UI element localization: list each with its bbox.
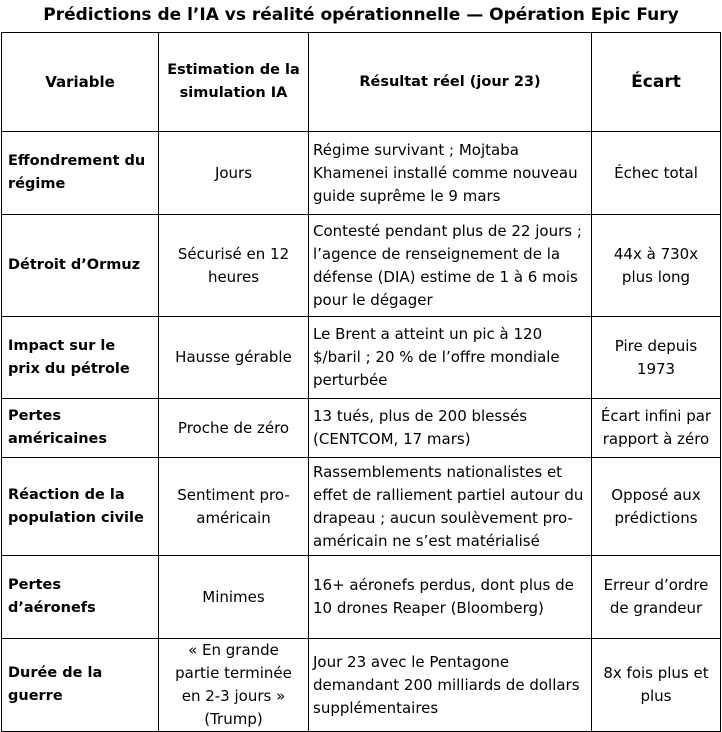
table-row — [2, 215, 721, 317]
row-actual-result: Rassemblements nationalistes et effet de ralliement partiel autour du drapeau ; aucun soulèvement pro-américain ne s’est matérialisé — [309, 458, 592, 556]
row-gap: Écart infini par rapport à zéro — [592, 399, 721, 458]
row-ai-estimate: « En grande partie terminée en 2-3 jours » (Trump) — [159, 639, 309, 732]
row-actual-result: 16+ aéronefs perdus, dont plus de 10 drones Reaper (Bloomberg) — [309, 556, 592, 639]
header-variable: Variable — [2, 33, 159, 132]
row-actual-result: Jour 23 avec le Pentagone demandant 200 milliards de dollars supplémentaires — [309, 639, 592, 732]
row-gap: Pire depuis 1973 — [592, 317, 721, 399]
table-row — [2, 317, 721, 399]
row-ai-estimate: Sentiment pro-américain — [159, 458, 309, 556]
table-row — [2, 639, 721, 732]
row-ai-estimate: Jours — [159, 132, 309, 215]
row-actual-result: Le Brent a atteint un pic à 120 $/baril ; 20 % de l’offre mondiale perturbée — [309, 317, 592, 399]
row-actual-result: Contesté pendant plus de 22 jours ; l’agence de renseignement de la défense (DIA) estime de 1 à 6 mois pour le dégager — [309, 215, 592, 317]
row-actual-result: 13 tués, plus de 200 blessés (CENTCOM, 17 mars) — [309, 399, 592, 458]
row-variable: Pertes d’aéronefs — [2, 556, 159, 639]
row-variable: Durée de la guerre — [2, 639, 159, 732]
row-ai-estimate: Sécurisé en 12 heures — [159, 215, 309, 317]
table-row — [2, 556, 721, 639]
table-row — [2, 399, 721, 458]
table-header-row — [2, 33, 721, 132]
table-row — [2, 132, 721, 215]
row-gap: 8x fois plus et plus — [592, 639, 721, 732]
row-ai-estimate: Hausse gérable — [159, 317, 309, 399]
row-variable: Pertes américaines — [2, 399, 159, 458]
row-ai-estimate: Minimes — [159, 556, 309, 639]
row-ai-estimate: Proche de zéro — [159, 399, 309, 458]
table-row — [2, 458, 721, 556]
row-actual-result: Régime survivant ; Mojtaba Khamenei installé comme nouveau guide suprême le 9 mars — [309, 132, 592, 215]
row-variable: Détroit d’Ormuz — [2, 215, 159, 317]
row-gap: Opposé aux prédictions — [592, 458, 721, 556]
row-variable: Impact sur le prix du pétrole — [2, 317, 159, 399]
row-gap: Erreur d’ordre de grandeur — [592, 556, 721, 639]
row-gap: 44x à 730x plus long — [592, 215, 721, 317]
row-gap: Échec total — [592, 132, 721, 215]
row-variable: Effondrement du régime — [2, 132, 159, 215]
header-ai-estimate: Estimation de la simulation IA — [159, 33, 309, 132]
header-gap: Écart — [592, 33, 721, 132]
header-actual-result: Résultat réel (jour 23) — [309, 33, 592, 132]
document-title: Prédictions de l’IA vs réalité opérationnelle — Opération Epic Fury — [43, 5, 679, 25]
row-variable: Réaction de la population civile — [2, 458, 159, 556]
comparison-table — [1, 32, 721, 732]
